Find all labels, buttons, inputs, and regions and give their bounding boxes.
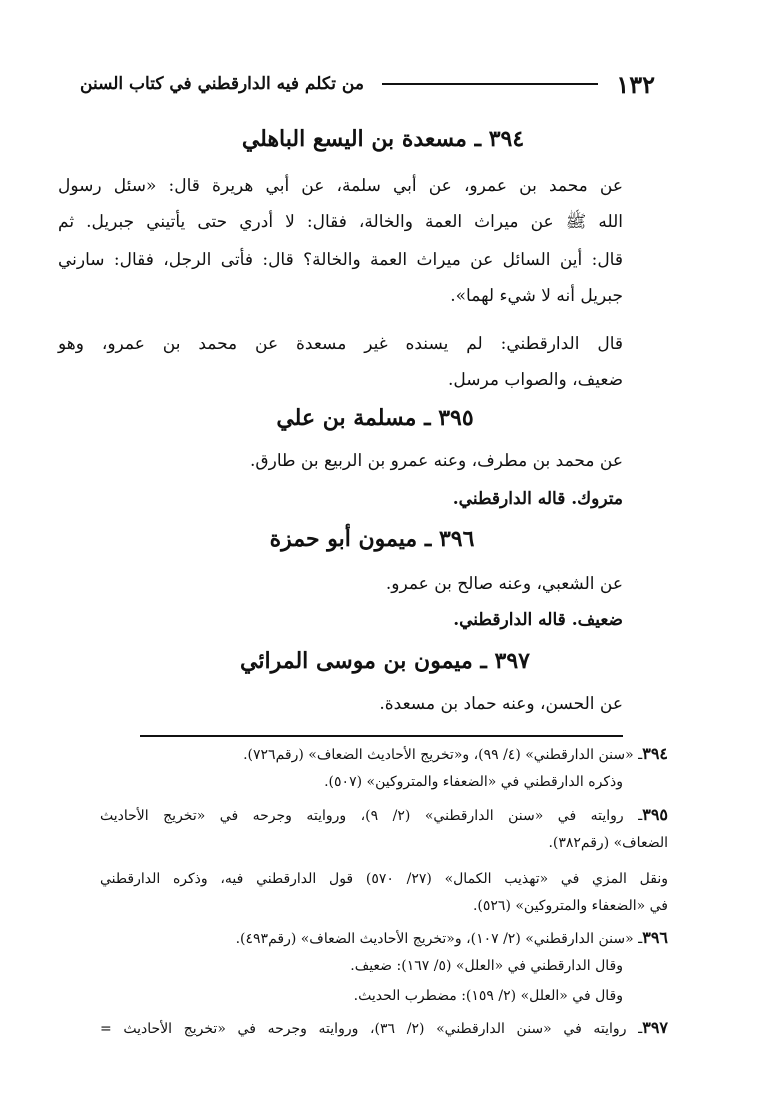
footnote-395-text: ـ روايته في «سنن الدارقطني» (٢/ ٩)، وروايته وجرحه في «تخريج الأحاديث bbox=[100, 808, 643, 824]
entry-396-line-1: عن الشعبي، وعنه صالح بن عمرو. bbox=[385, 574, 623, 594]
footnote-397-text: ـ روايته في «سنن الدارقطني» (٢/ ٣٦)، وروايته وجرحه في «تخريج الأحاديث = bbox=[100, 1021, 643, 1037]
footnote-394-line-1 bbox=[108, 744, 668, 764]
footnote-396-number: ٣٩٦ bbox=[642, 928, 668, 947]
entry-395-line-2: متروك. قاله الدارقطني. bbox=[452, 489, 623, 509]
entry-397-line-1: عن الحسن، وعنه حماد بن مسعدة. bbox=[379, 694, 623, 714]
header-rule bbox=[382, 83, 598, 85]
page-header bbox=[80, 64, 655, 104]
footnote-397-line-1 bbox=[100, 1018, 668, 1038]
footnote-divider bbox=[140, 735, 623, 737]
running-title: من تكلم فيه الدارقطني في كتاب السنن bbox=[80, 74, 364, 94]
footnote-395-number: ٣٩٥ bbox=[642, 805, 669, 824]
footnote-396-line-3: وقال في «العلل» (٢/ ١٥٩): مضطرب الحديث. bbox=[353, 988, 623, 1004]
entry-396-line-2: ضعيف. قاله الدارقطني. bbox=[453, 610, 623, 630]
footnote-397-number: ٣٩٧ bbox=[642, 1018, 669, 1037]
footnote-395-line-2: الضعاف» (رقم٣٨٢). bbox=[548, 835, 668, 851]
footnote-395-line-3: ونقل المزي في «تهذيب الكمال» (٢٧/ ٥٧٠) قول الدارقطني فيه، وذكره الدارقطني bbox=[100, 871, 668, 887]
footnote-394-number: ٣٩٤ bbox=[642, 744, 668, 763]
footnote-396-text: ـ «سنن الدارقطني» (٢/ ١٠٧)، و«تخريج الأحاديث الضعاف» (رقم٤٩٣). bbox=[235, 931, 643, 947]
entry-394-line-2: الله ﷺ عن ميراث العمة والخالة، فقال: لا أدري حتى يأتيني جبريل. ثم bbox=[58, 212, 623, 232]
footnote-394-line-2: وذكره الدارقطني في «الضعفاء والمتروكين» (٥٠٧). bbox=[324, 774, 623, 790]
entry-394-line-3: قال: أين السائل عن ميراث العمة والخالة؟ قال: فأتى الرجل، فقال: سارني bbox=[58, 250, 623, 270]
entry-397-heading: ٣٩٧ ـ ميمون بن موسى المرائي bbox=[240, 648, 530, 674]
entry-395-heading: ٣٩٥ ـ مسلمة بن علي bbox=[276, 405, 474, 431]
entry-394-line-6: ضعيف، والصواب مرسل. bbox=[447, 370, 623, 390]
footnote-396-line-2: وقال الدارقطني في «العلل» (٥/ ١٦٧): ضعيف. bbox=[350, 958, 623, 974]
entry-394-line-4: جبريل أنه لا شيء لهما». bbox=[450, 286, 623, 306]
entry-395-line-1: عن محمد بن مطرف، وعنه عمرو بن الربيع بن طارق. bbox=[250, 451, 623, 471]
page-number: ١٣٢ bbox=[616, 69, 655, 99]
footnote-396-line-1 bbox=[236, 928, 668, 948]
entry-396-heading: ٣٩٦ ـ ميمون أبو حمزة bbox=[269, 526, 475, 552]
footnote-394-text: ـ «سنن الدارقطني» (٤/ ٩٩)، و«تخريج الأحاديث الضعاف» (رقم٧٢٦). bbox=[243, 747, 643, 763]
entry-394-line-5: قال الدارقطني: لم يسنده غير مسعدة عن محمد بن عمرو، وهو bbox=[58, 334, 623, 354]
footnote-395-line-1 bbox=[100, 805, 668, 825]
entry-394-heading: ٣٩٤ ـ مسعدة بن اليسع الباهلي bbox=[241, 126, 525, 152]
footnote-395-line-4: في «الضعفاء والمتروكين» (٥٢٦). bbox=[472, 898, 668, 914]
entry-394-line-1: عن محمد بن عمرو، عن أبي سلمة، عن أبي هريرة قال: «سئل رسول bbox=[58, 176, 623, 196]
